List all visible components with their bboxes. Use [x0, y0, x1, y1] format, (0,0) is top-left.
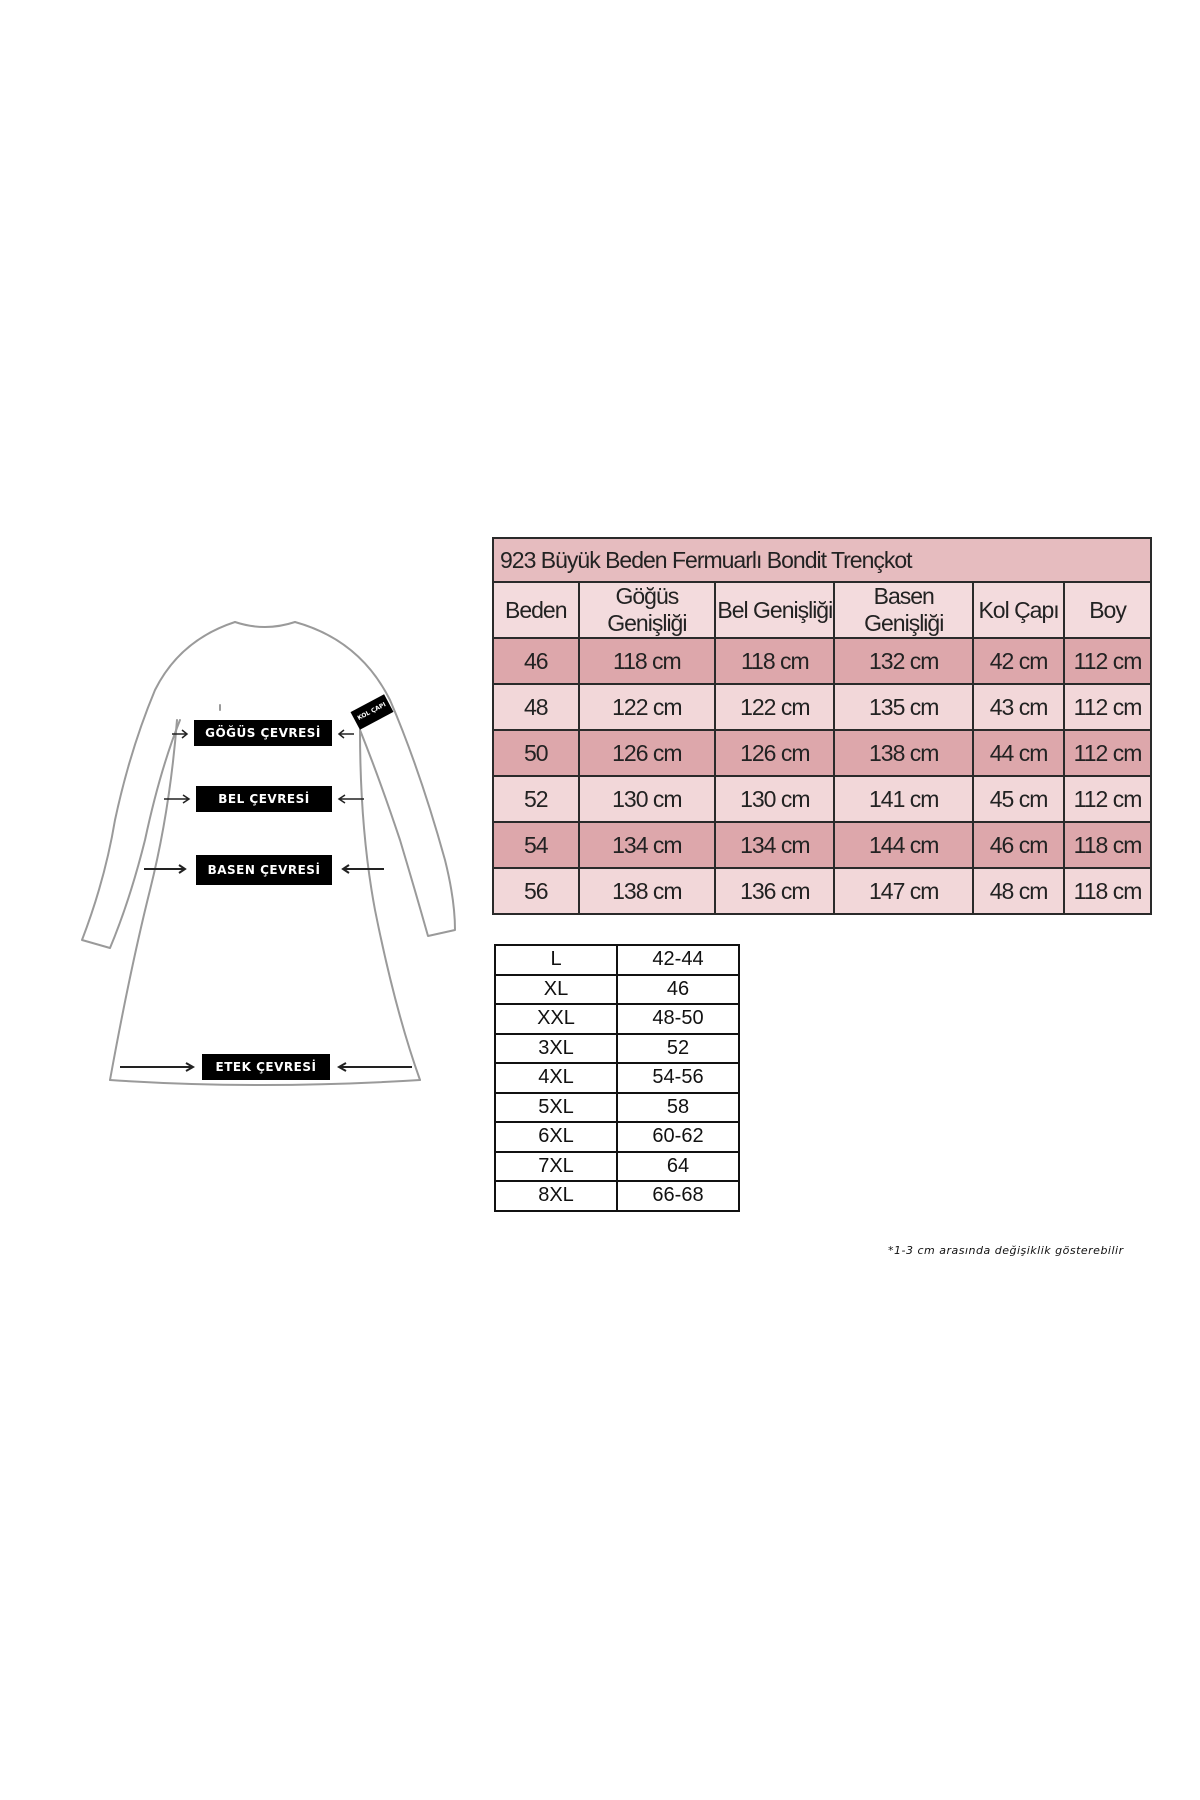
table-cell: 46 [493, 638, 579, 684]
table-cell: 45 cm [973, 776, 1064, 822]
table-cell: 138 cm [834, 730, 973, 776]
table-cell: 134 cm [579, 822, 716, 868]
table-row [495, 1181, 739, 1211]
hip-right-arrow-icon [340, 863, 384, 875]
table-cell: 135 cm [834, 684, 973, 730]
chest-left-arrow-icon [172, 728, 190, 740]
table-cell: 52 [493, 776, 579, 822]
table-cell: 122 cm [579, 684, 716, 730]
table-cell: 48 [493, 684, 579, 730]
table-row [493, 776, 1151, 822]
letter-size-cell: 5XL [495, 1093, 617, 1123]
table-row [493, 684, 1151, 730]
table-row [493, 638, 1151, 684]
table-title-row [493, 538, 1151, 582]
table-cell: 118 cm [1064, 868, 1151, 914]
table-cell: 44 cm [973, 730, 1064, 776]
waist-right-arrow-icon [336, 793, 364, 805]
table-cell: 42 cm [973, 638, 1064, 684]
measurement-tolerance-note: *1-3 cm arasında değişiklik gösterebilir [888, 1244, 1124, 1257]
table-row [495, 975, 739, 1005]
table-cell: 46 cm [973, 822, 1064, 868]
garment-diagram [60, 610, 480, 1110]
letter-size-table [494, 944, 740, 1212]
header-cell: Basen Genişliği [834, 582, 973, 638]
table-cell: 126 cm [579, 730, 716, 776]
numeric-size-cell: 42-44 [617, 945, 739, 975]
table-cell: 112 cm [1064, 776, 1151, 822]
numeric-size-cell: 58 [617, 1093, 739, 1123]
table-cell: 141 cm [834, 776, 973, 822]
hem-right-arrow-icon [336, 1061, 412, 1073]
table-cell: 112 cm [1064, 638, 1151, 684]
header-cell: Göğüs Genişliği [579, 582, 716, 638]
waist-left-arrow-icon [164, 793, 192, 805]
header-cell: Boy [1064, 582, 1151, 638]
letter-size-cell: XL [495, 975, 617, 1005]
letter-size-cell: 4XL [495, 1063, 617, 1093]
table-cell: 122 cm [715, 684, 834, 730]
table-cell: 112 cm [1064, 730, 1151, 776]
table-cell: 136 cm [715, 868, 834, 914]
letter-size-cell: 8XL [495, 1181, 617, 1211]
table-row [495, 1004, 739, 1034]
table-row [493, 868, 1151, 914]
numeric-size-cell: 64 [617, 1152, 739, 1182]
header-cell: Beden [493, 582, 579, 638]
numeric-size-cell: 60-62 [617, 1122, 739, 1152]
table-cell: 134 cm [715, 822, 834, 868]
table-cell: 144 cm [834, 822, 973, 868]
hem-left-arrow-icon [120, 1061, 196, 1073]
table-cell: 130 cm [715, 776, 834, 822]
table-row [495, 1122, 739, 1152]
table-cell: 118 cm [579, 638, 716, 684]
table-cell: 43 cm [973, 684, 1064, 730]
table-cell: 56 [493, 868, 579, 914]
etek-cevresi-label: ETEK ÇEVRESİ [202, 1054, 330, 1080]
letter-size-cell: L [495, 945, 617, 975]
numeric-size-cell: 52 [617, 1034, 739, 1064]
numeric-size-cell: 66-68 [617, 1181, 739, 1211]
numeric-size-cell: 46 [617, 975, 739, 1005]
table-cell: 126 cm [715, 730, 834, 776]
table-header-row [493, 582, 1151, 638]
letter-size-cell: 7XL [495, 1152, 617, 1182]
gogus-cevresi-label: GÖĞÜS ÇEVRESİ [194, 720, 332, 746]
table-row [495, 1063, 739, 1093]
bel-cevresi-label: BEL ÇEVRESİ [196, 786, 332, 812]
table-cell: 118 cm [715, 638, 834, 684]
table-row [493, 822, 1151, 868]
table-cell: 118 cm [1064, 822, 1151, 868]
table-cell: 147 cm [834, 868, 973, 914]
table-cell: 138 cm [579, 868, 716, 914]
table-cell: 54 [493, 822, 579, 868]
table-cell: 112 cm [1064, 684, 1151, 730]
letter-size-cell: XXL [495, 1004, 617, 1034]
table-cell: 132 cm [834, 638, 973, 684]
kol-capi-label: KOL ÇAPI [351, 694, 394, 729]
table-row [495, 1093, 739, 1123]
size-chart-table [492, 537, 1152, 915]
header-cell: Kol Çapı [973, 582, 1064, 638]
table-cell: 50 [493, 730, 579, 776]
table-cell: 130 cm [579, 776, 716, 822]
header-cell: Bel Genişliği [715, 582, 834, 638]
hip-left-arrow-icon [144, 863, 188, 875]
numeric-size-cell: 48-50 [617, 1004, 739, 1034]
basen-cevresi-label: BASEN ÇEVRESİ [196, 855, 332, 885]
letter-size-cell: 6XL [495, 1122, 617, 1152]
numeric-size-cell: 54-56 [617, 1063, 739, 1093]
table-row [493, 730, 1151, 776]
chest-right-arrow-icon [336, 728, 354, 740]
table-title: 923 Büyük Beden Fermuarlı Bondit Trençkot [493, 538, 1151, 582]
table-row [495, 1152, 739, 1182]
table-row [495, 1034, 739, 1064]
letter-size-cell: 3XL [495, 1034, 617, 1064]
table-row [495, 945, 739, 975]
table-cell: 48 cm [973, 868, 1064, 914]
